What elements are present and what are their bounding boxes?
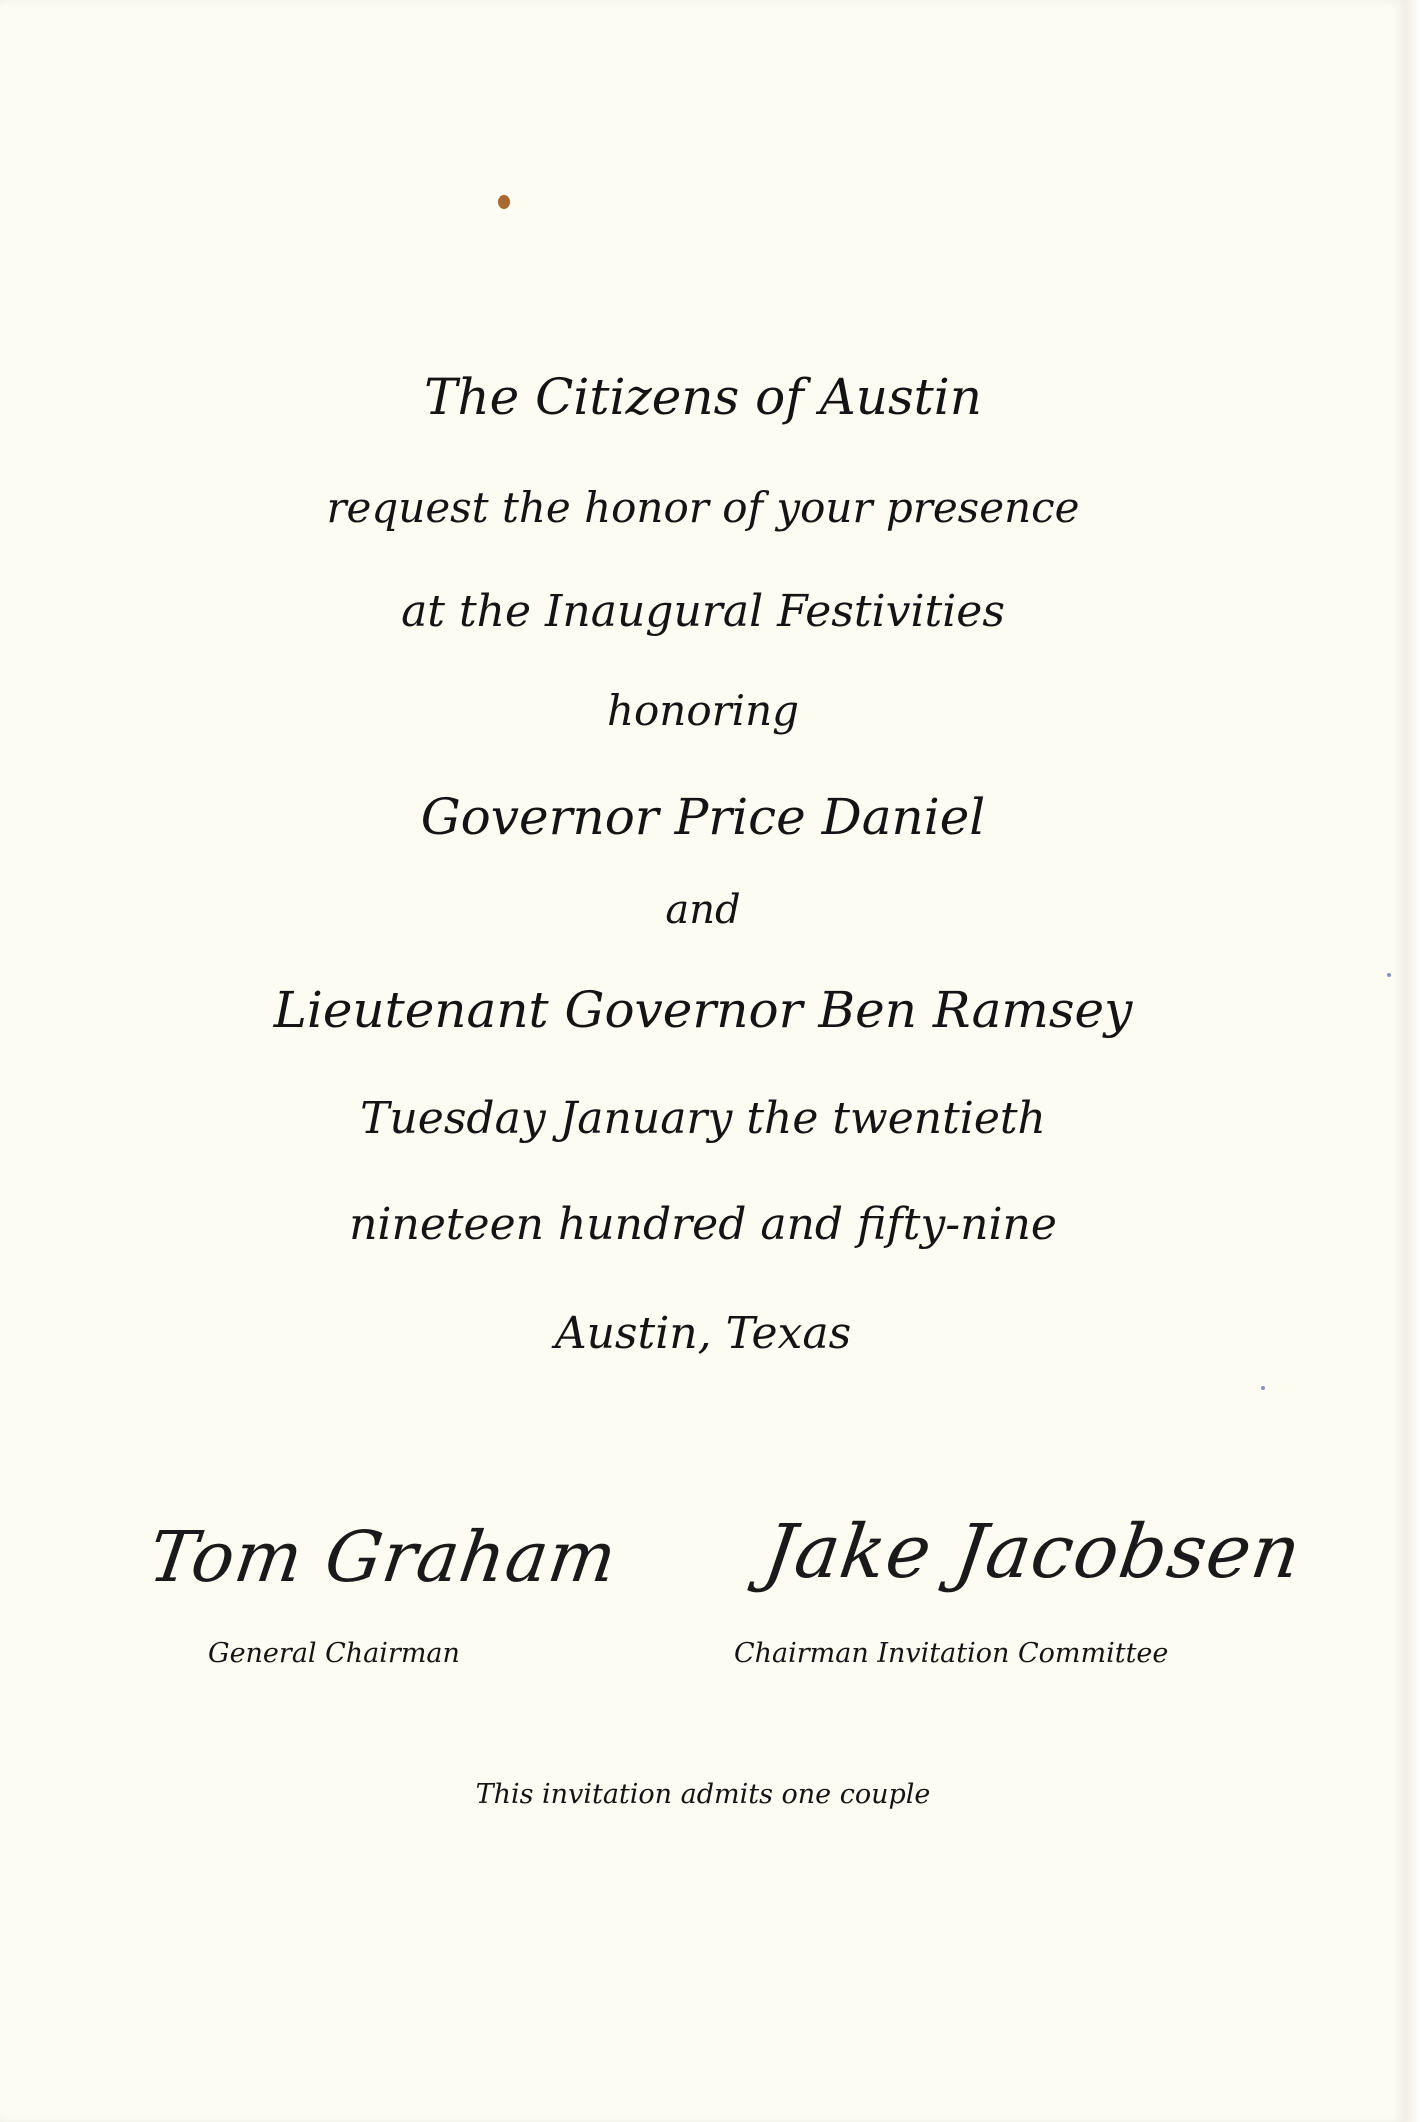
- year-line: nineteen hundred and fifty-nine: [349, 1199, 1057, 1250]
- honoree-governor: Governor Price Daniel: [420, 788, 986, 846]
- role-invitation-committee: Chairman Invitation Committee: [734, 1638, 1169, 1669]
- paper-speck: [1387, 973, 1391, 977]
- honoring-line: honoring: [606, 686, 800, 735]
- request-line: request the honor of your presence: [326, 483, 1080, 532]
- conjunction-line: and: [665, 887, 741, 933]
- location-line: Austin, Texas: [554, 1308, 852, 1359]
- signature-jake-jacobsen: Jake Jacobsen: [758, 1509, 1307, 1595]
- invitation-title: The Citizens of Austin: [424, 368, 982, 426]
- paper-speck: [1261, 1386, 1265, 1390]
- occasion-line: at the Inaugural Festivities: [401, 586, 1005, 637]
- honoree-lieutenant-governor: Lieutenant Governor Ben Ramsey: [273, 981, 1133, 1039]
- admission-note: This invitation admits one couple: [475, 1779, 931, 1810]
- signature-tom-graham: Tom Graham: [144, 1516, 623, 1598]
- date-line: Tuesday January the twentieth: [360, 1093, 1046, 1144]
- role-general-chairman: General Chairman: [208, 1638, 460, 1669]
- paper-speck: [498, 195, 510, 209]
- card-edge: [1406, 0, 1420, 2122]
